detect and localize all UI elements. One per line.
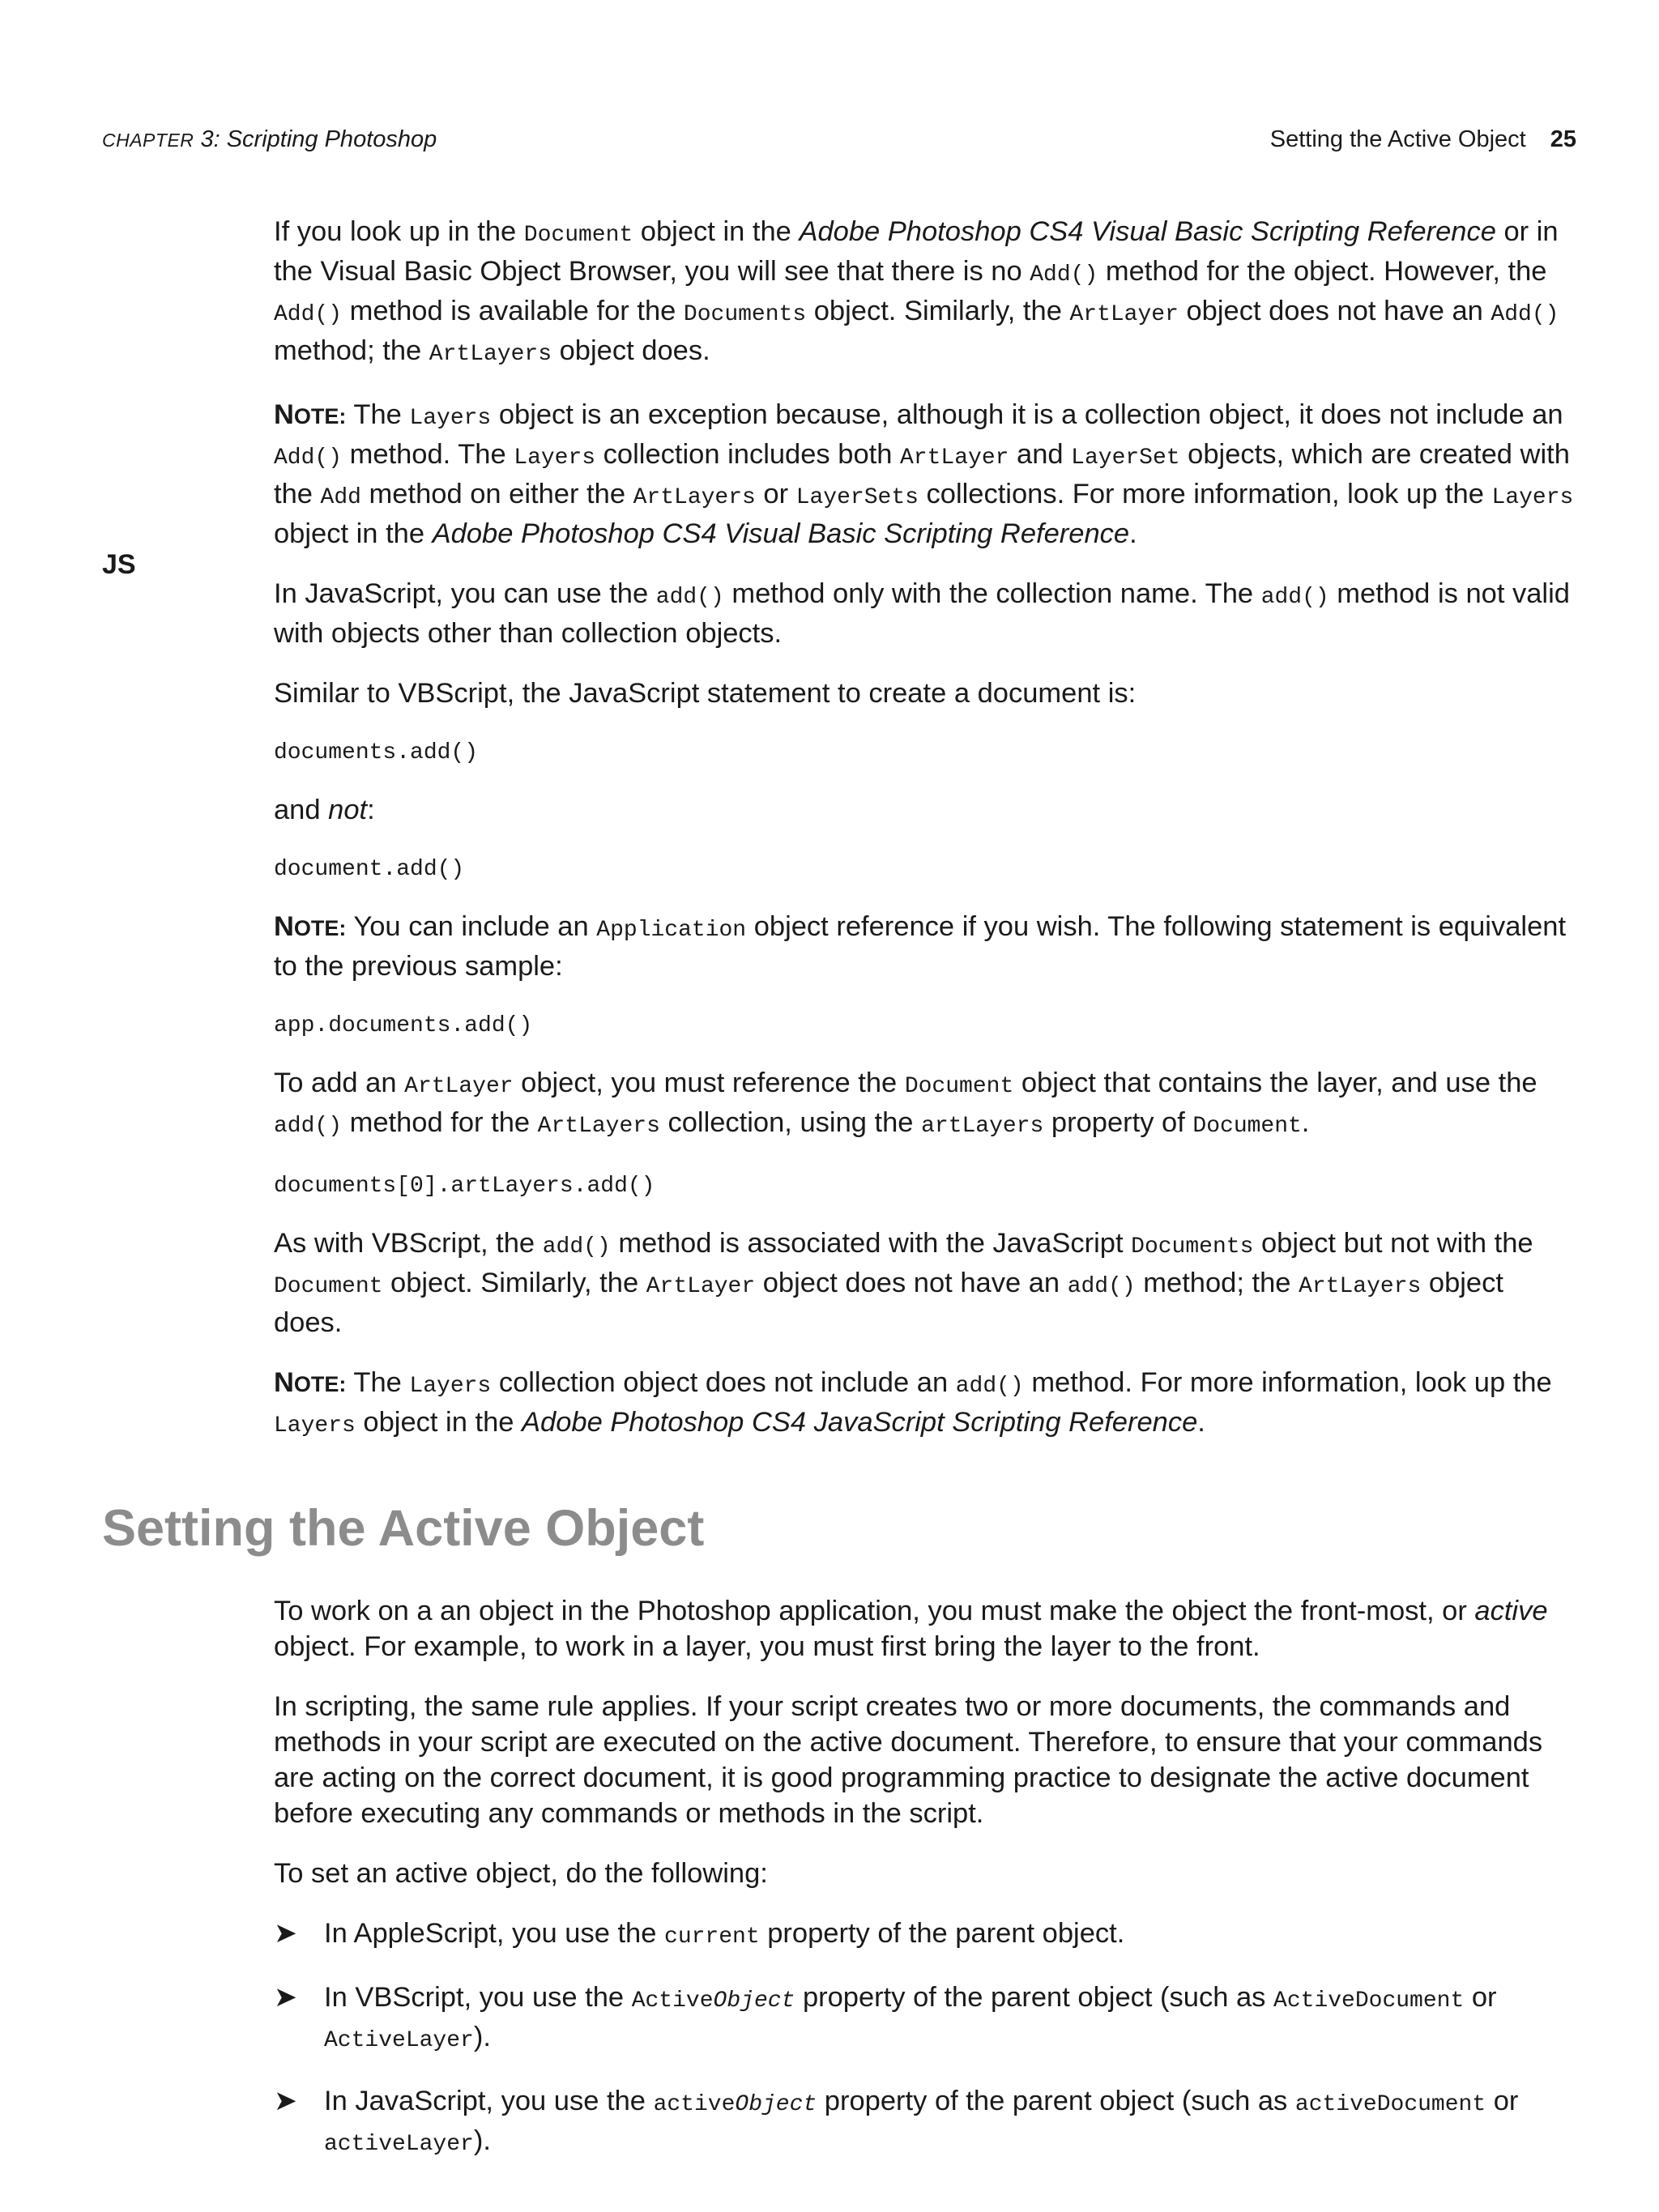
code-sample-artlayers-add: documents[0].artLayers.add(): [274, 1174, 655, 1199]
vb-paragraph: If you look up in the Document object in the Adobe Photoshop CS4 Visual Basic Scripting Reference or in the Visual Basic Object Browser, you will see that there is no Add() method for the object. However, the Add() method is available for the Documents object. Similarly, the ArtLayer object does not have an Add() method; the ArtLayers object does.: [274, 216, 1559, 367]
bullet-applescript: ➤ In AppleScript, you use the current property of the parent object.: [274, 1916, 1578, 1955]
note-layers-vb: NOTE: The Layers object is an exception because, although it is a collection object, it does not include an Add() method. The Layers collection includes both ArtLayer and LayerSet objects, which are created with the Add method on either the ArtLayers or LayerSets collections. For more information, look up the Layers object in the Adobe Photoshop CS4 Visual Basic Scripting Reference.: [274, 399, 1574, 549]
chapter-name: 3: Scripting Photoshop: [194, 126, 437, 152]
running-section-title: Setting the Active Object: [1269, 126, 1526, 152]
js-margin-marker: JS: [102, 549, 136, 580]
js-paragraph-add: In JavaScript, you can use the add() method only with the collection name. The add() method is not valid with objects other than collection objects.: [274, 578, 1570, 649]
bullet-arrow-icon: ➤: [274, 1918, 297, 1949]
section-heading: Setting the Active Object: [102, 1500, 705, 1557]
bullet-arrow-icon: ➤: [274, 1982, 297, 2013]
and-not-paragraph: and not:: [274, 795, 375, 825]
note-label: NOTE:: [274, 911, 347, 942]
note-label: NOTE:: [274, 1367, 347, 1398]
code-sample-document-add: document.add(): [274, 857, 465, 882]
bullet-javascript: ➤ In JavaScript, you use the activeObject property of the parent object (such as activeDocument or activeLayer).: [274, 2083, 1578, 2163]
section-paragraph-steps: To set an active object, do the following:: [274, 1858, 768, 1889]
chapter-title: [102, 126, 437, 153]
note-label: NOTE:: [274, 399, 347, 430]
js-paragraph-vbscript-compare: As with VBScript, the add() method is associated with the JavaScript Documents object but not with the Document object. Similarly, the ArtLayer object does not have an add() method; the ArtLayers object does.: [274, 1228, 1533, 1338]
page-header: [102, 126, 1576, 162]
js-paragraph-artlayer: To add an ArtLayer object, you must reference the Document object that contains the layer, and use the add() method for the ArtLayers collection, using the artLayers property of Document.: [274, 1068, 1537, 1139]
bullet-vbscript: ➤ In VBScript, you use the ActiveObject property of the parent object (such as ActiveDocument or ActiveLayer).: [274, 1980, 1578, 2059]
page-number: 25: [1550, 126, 1576, 152]
note-layers-js: NOTE: The Layers collection object does not include an add() method. For more information, look up the Layers object in the Adobe Photoshop CS4 JavaScript Scripting Reference.: [274, 1367, 1552, 1438]
section-paragraph-rule: In scripting, the same rule applies. If your script creates two or more documents, the commands and methods in your script are executed on the active document. Therefore, to ensure that your commands are acting on the correct document, it is good programming practice to designate the active document before executing any commands or methods in the script.: [274, 1691, 1543, 1829]
note-application: NOTE: You can include an Application object reference if you wish. The following statement is equivalent to the previous sample:: [274, 911, 1567, 982]
bullet-arrow-icon: ➤: [274, 2086, 297, 2116]
running-head: [1270, 126, 1576, 153]
code-sample-app-documents-add: app.documents.add(): [274, 1013, 533, 1038]
js-paragraph-similar: Similar to VBScript, the JavaScript statement to create a document is:: [274, 678, 1137, 709]
chapter-label: CHAPTER: [102, 130, 194, 151]
section-paragraph-active: To work on a an object in the Photoshop application, you must make the object the front-most, or active object. For example, to work in a layer, you must first bring the layer to the front.: [274, 1596, 1548, 1662]
code-sample-documents-add: documents.add(): [274, 740, 479, 765]
